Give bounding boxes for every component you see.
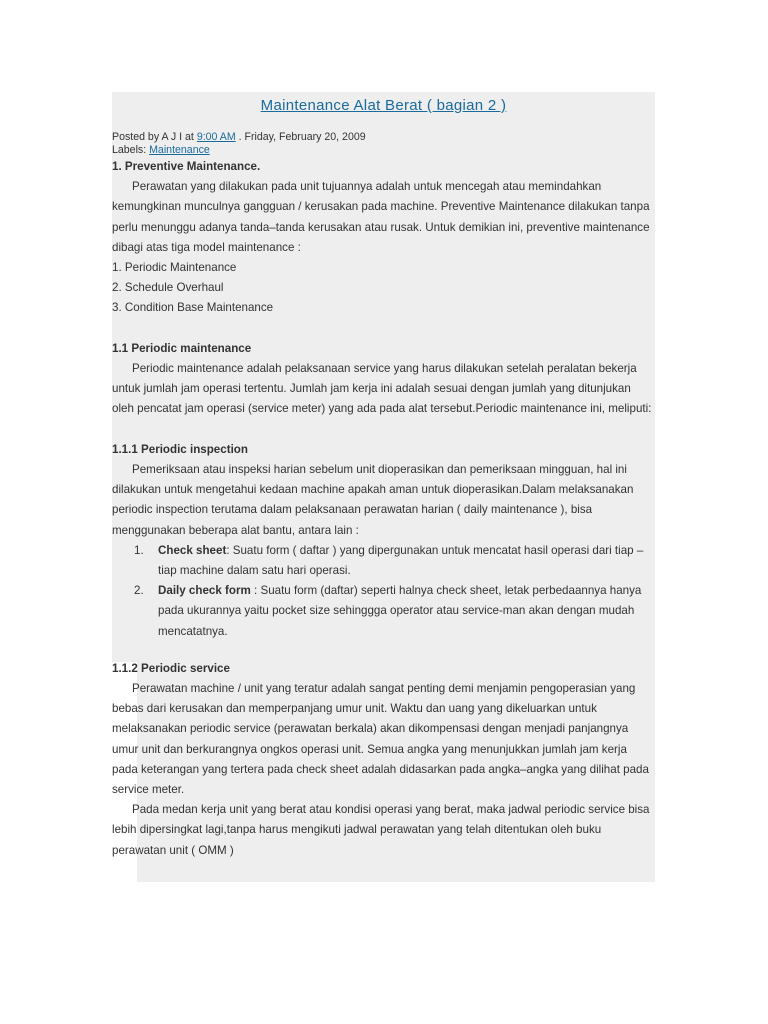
post-meta bbox=[112, 131, 655, 144]
post-labels bbox=[112, 144, 655, 157]
posted-by: Posted by A J I at bbox=[112, 131, 197, 143]
list-item: 1. Periodic Maintenance bbox=[112, 261, 237, 275]
list-number: 1. bbox=[134, 543, 144, 557]
list-item: 2. Schedule Overhaul bbox=[112, 281, 224, 295]
list-term: Daily check form bbox=[158, 584, 251, 598]
section-paragraph: Pada medan kerja unit yang berat atau kondisi operasi yang berat, maka jadwal periodic service bisa lebih dipersingkat lagi,tanpa harus mengikuti jadwal perawatan yang telah ditentukan oleh buku perawatan unit ( OMM ) bbox=[112, 803, 650, 857]
post-time-link[interactable]: 9:00 AM bbox=[196, 131, 236, 143]
list-term: Check sheet bbox=[158, 543, 227, 557]
list-item bbox=[112, 541, 655, 581]
label-link-maintenance[interactable]: Maintenance bbox=[149, 144, 210, 156]
list-text: : Suatu form (daftar) seperti halnya check sheet, letak perbedaannya hanya pada ukurannya yaitu pocket size sehinggga operator atau service-man akan dengan mudah mencatatnya. bbox=[158, 584, 642, 638]
section-heading: 1.1 Periodic maintenance bbox=[112, 341, 252, 355]
blog-post bbox=[112, 92, 655, 861]
post-date: . Friday, February 20, 2009 bbox=[235, 131, 366, 143]
section-heading: 1.1.2 Periodic service bbox=[112, 661, 230, 675]
post-body bbox=[112, 157, 655, 861]
list-item: 3. Condition Base Maintenance bbox=[112, 301, 274, 315]
post-title[interactable]: Maintenance Alat Berat ( bagian 2 ) bbox=[260, 97, 507, 114]
section-paragraph: Pemeriksaan atau inspeksi harian sebelum unit dioperasikan dan pemeriksaan mingguan, hal ini dilakukan untuk mengetahui kedaan machine apakah aman untuk dioperasikan.Dalam melaksanakan periodic inspection terutama dalam pelaksanaan perawatan harian ( daily maintenance ), bisa menggunakan beberapa alat bantu, antara lain : bbox=[112, 463, 634, 537]
section-paragraph: Perawatan yang dilakukan pada unit tujuannya adalah untuk mencegah atau memindahkan kemungkinan munculnya gangguan / kerusakan pada machine. Preventive Maintenance dilakukan tanpa perlu menunggu adanya tanda–tanda kerusakan atau rusak. Untuk demikian ini, preventive maintenance dibagi atas tiga model maintenance : bbox=[112, 180, 650, 254]
list-number: 2. bbox=[134, 584, 144, 598]
section-heading: 1. Preventive Maintenance. bbox=[112, 160, 261, 173]
section-paragraph: Perawatan machine / unit yang teratur adalah sangat penting demi menjamin pengoperasian yang bebas dari kerusakan dan memperpanjang umur unit. Waktu dan uang yang dikeluarkan untuk melaksanakan periodic service (perawatan berkala) akan dikompensasi dengan menjadi panjangnya umur unit dan berkurangnya ongkos operasi unit. Semua angka yang menunjukkan jumlah jam kerja pada keterangan yang tertera pada check sheet adalah didasarkan pada angka–angka yang dilihat pada service meter. bbox=[112, 682, 649, 797]
labels-prefix: Labels: bbox=[112, 144, 150, 156]
section-paragraph: Periodic maintenance adalah pelaksanaan service yang harus dilakukan setelah peralatan bekerja untuk jumlah jam operasi tertentu. Jumlah jam kerja ini adalah sesuai dengan jumlah yang ditunjukan oleh pencatat jam operasi (service meter) yang ada pada alat tersebut.Periodic maintenance ini, meliputi: bbox=[112, 362, 652, 416]
list-item bbox=[112, 581, 655, 642]
list-text: : Suatu form ( daftar ) yang dipergunakan untuk mencatat hasil operasi dari tiap – tiap machine dalam satu hari operasi. bbox=[158, 543, 644, 578]
section-heading: 1.1.1 Periodic inspection bbox=[112, 442, 248, 456]
tool-list bbox=[112, 541, 655, 642]
